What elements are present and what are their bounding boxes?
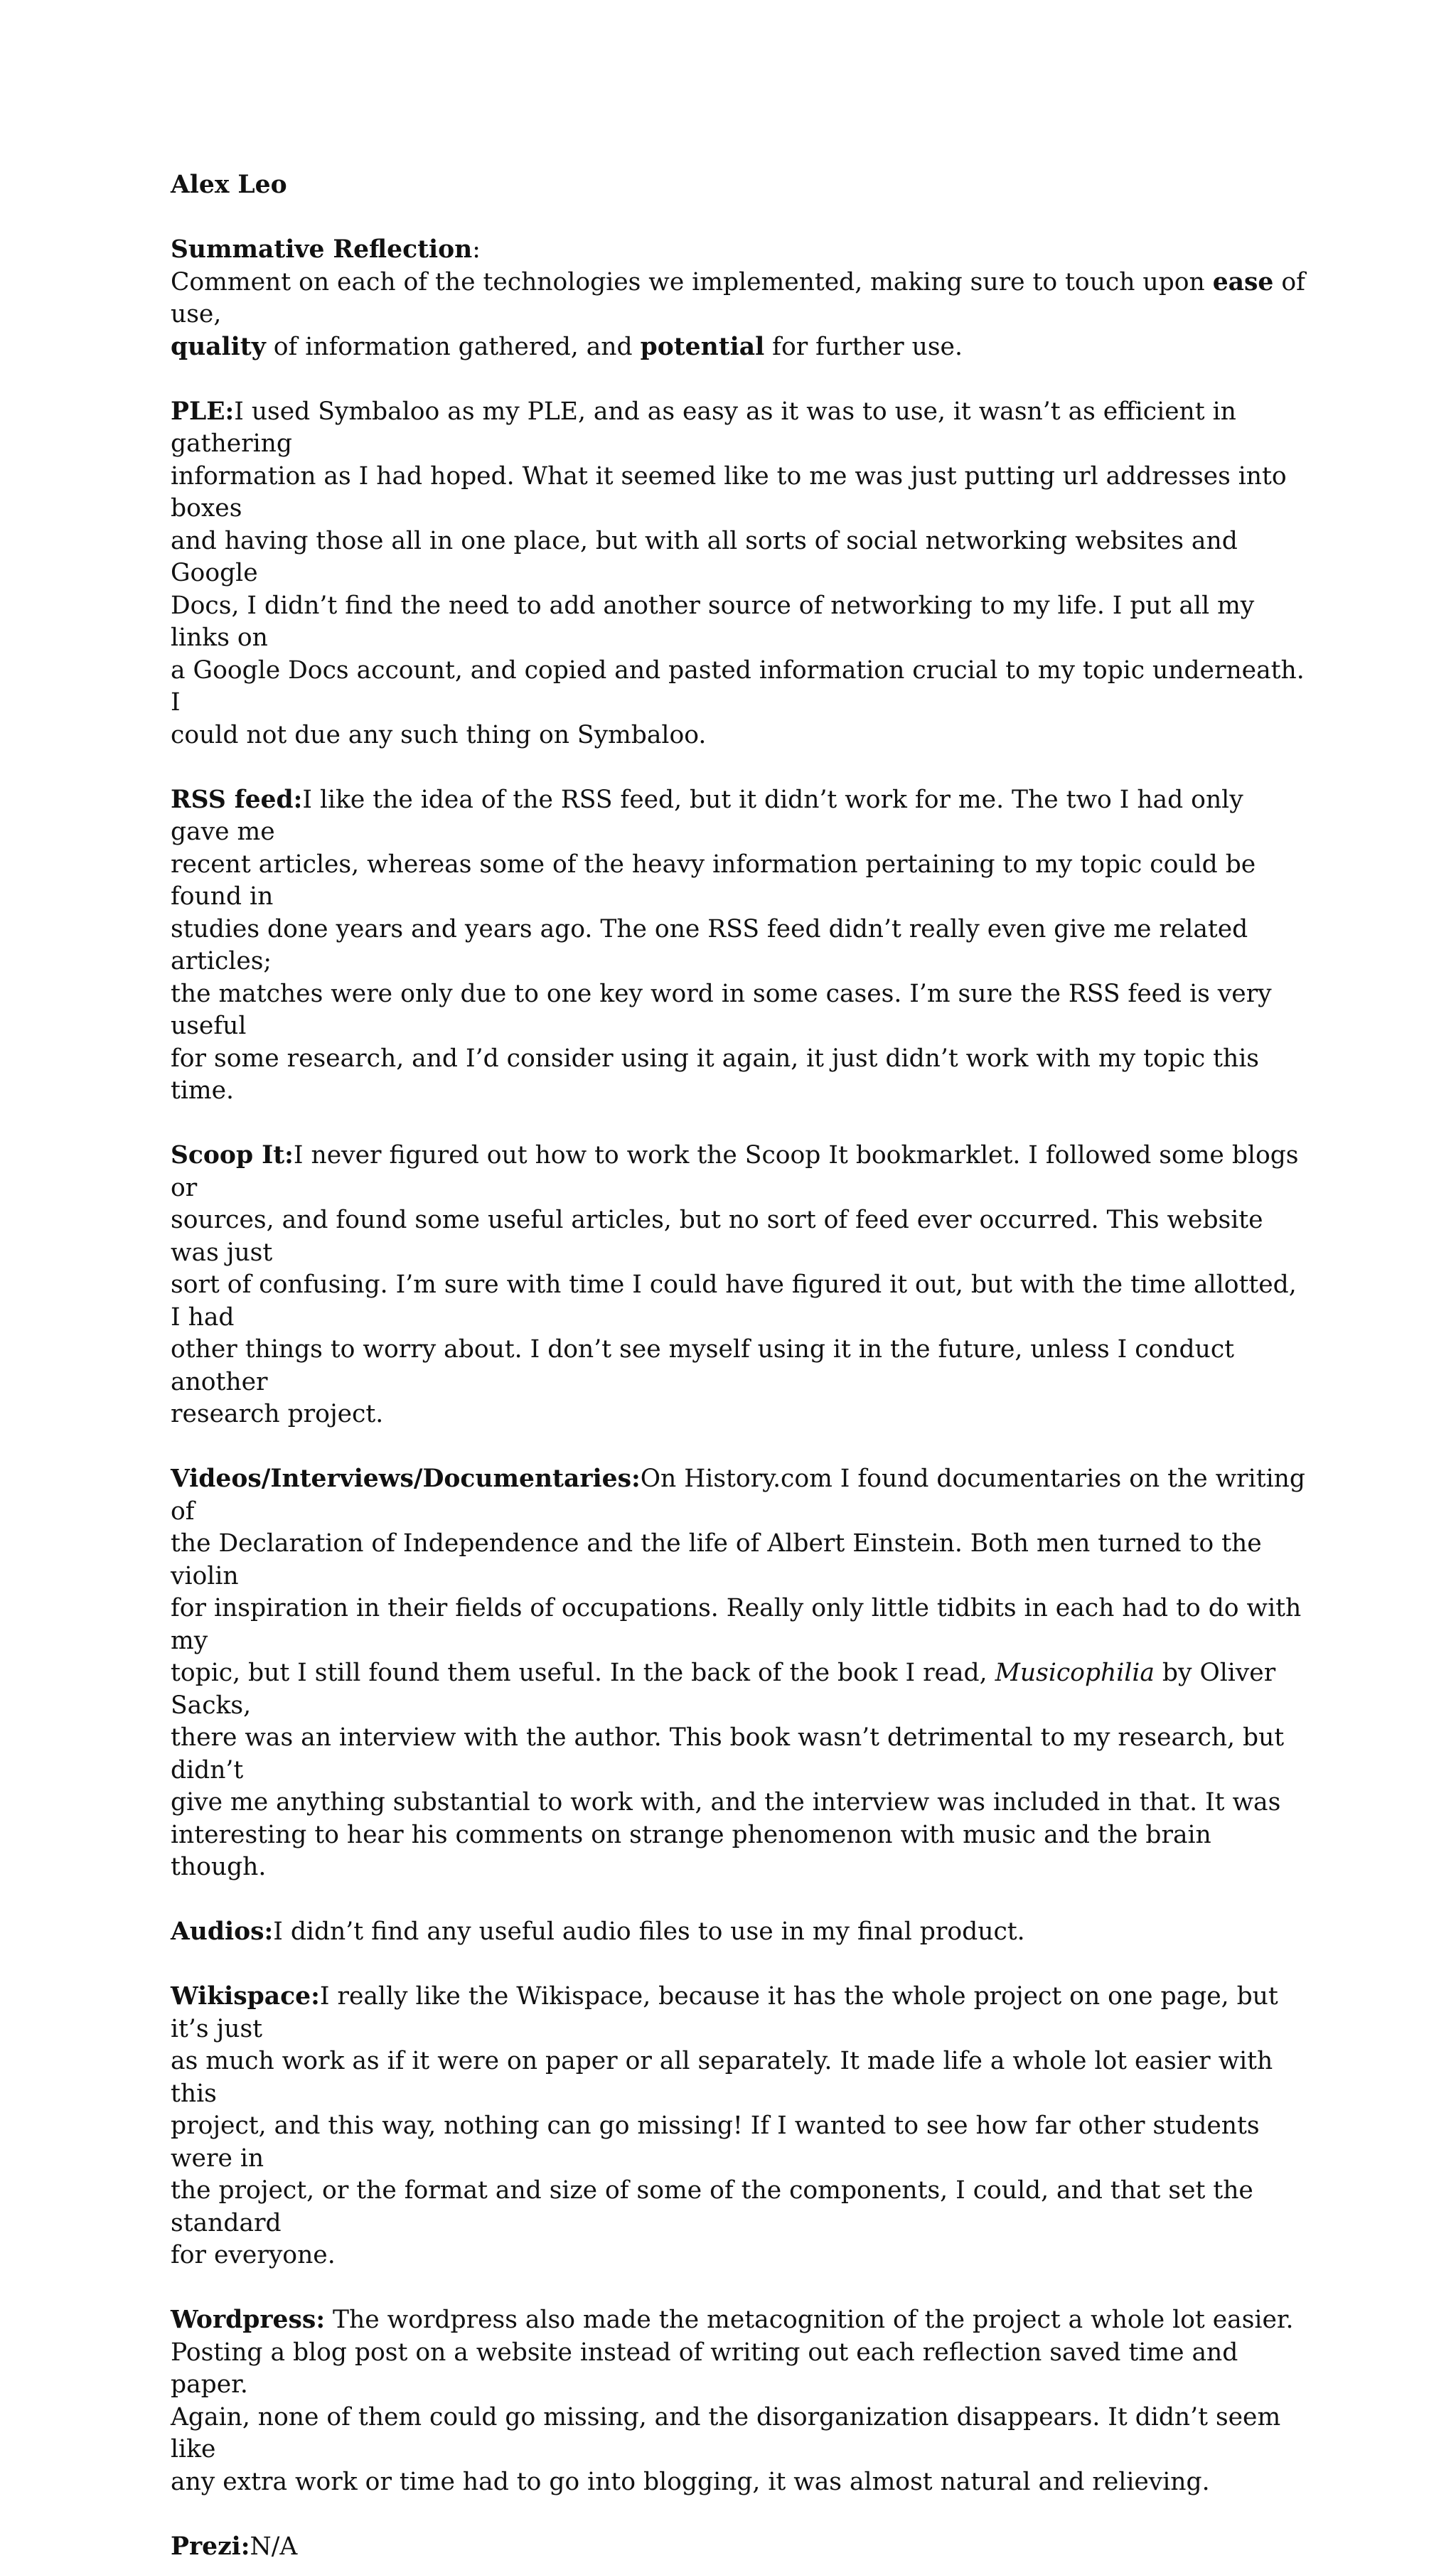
keyword-ease: ease	[1213, 268, 1274, 296]
book-title: Musicophilia	[995, 1659, 1155, 1687]
wordpress-paragraph: Wordpress: The wordpress also made the metacognition of the project a whole lot easier.	[171, 2304, 1308, 2337]
prompt-line-1: Comment on each of the technologies we implemented, making sure to touch upon ease of use,	[171, 267, 1308, 331]
wordpress-line: Again, none of them could go missing, and the disorganization disappears. It didn’t seem like	[171, 2402, 1308, 2466]
author-name: Alex Leo	[171, 169, 1308, 202]
ple-line: a Google Docs account, and copied and pasted information crucial to my topic underneath. I	[171, 655, 1308, 719]
ple-line: could not due any such thing on Symbaloo.	[171, 719, 1308, 752]
document-page	[171, 169, 1308, 2563]
audios-label: Audios:	[171, 1917, 273, 1946]
rss-line: the matches were only due to one key word in some cases. I’m sure the RSS feed is very useful	[171, 978, 1308, 1043]
rss-line: studies done years and years ago. The one RSS feed didn’t really even give me related articles;	[171, 914, 1308, 978]
ple-label: PLE:	[171, 397, 234, 426]
scoop-paragraph: Scoop It:I never figured out how to work the Scoop It bookmarklet. I followed some blogs or	[171, 1140, 1308, 1204]
wordpress-label: Wordpress:	[171, 2306, 325, 2334]
ple-line: Docs, I didn’t find the need to add another source of networking to my life. I put all my links on	[171, 590, 1308, 655]
reflection-title: Summative Reflection	[171, 235, 472, 264]
keyword-potential: potential	[641, 333, 765, 361]
rss-line: for some research, and I’d consider using it again, it just didn’t work with my topic this time.	[171, 1043, 1308, 1108]
videos-line: give me anything substantial to work with, and the interview was included in that. It was	[171, 1787, 1308, 1819]
wikispace-paragraph: Wikispace:I really like the Wikispace, because it has the whole project on one page, but it’s just	[171, 1981, 1308, 2045]
wikispace-line: for everyone.	[171, 2240, 1308, 2272]
keyword-quality: quality	[171, 333, 266, 361]
videos-line: there was an interview with the author. This book wasn’t detrimental to my research, but didn’t	[171, 1722, 1308, 1787]
rss-line: recent articles, whereas some of the heavy information pertaining to my topic could be found in	[171, 849, 1308, 914]
scoop-line: research project.	[171, 1398, 1308, 1431]
ple-paragraph: PLE:I used Symbaloo as my PLE, and as easy as it was to use, it wasn’t as efficient in gathering	[171, 396, 1308, 461]
videos-paragraph: Videos/Interviews/Documentaries:On History.com I found documentaries on the writing of	[171, 1463, 1308, 1528]
prompt-line-2: quality of information gathered, and potential for further use.	[171, 331, 1308, 364]
wordpress-line: any extra work or time had to go into blogging, it was almost natural and relieving.	[171, 2466, 1308, 2499]
prezi-label: Prezi:	[171, 2532, 250, 2561]
prezi-paragraph: Prezi:N/A	[171, 2531, 1308, 2563]
wikispace-line: as much work as if it were on paper or all separately. It made life a whole lot easier with this	[171, 2045, 1308, 2110]
ple-line: information as I had hoped. What it seemed like to me was just putting url addresses into boxes	[171, 461, 1308, 525]
videos-line: for inspiration in their fields of occupations. Really only little tidbits in each had to do with my	[171, 1593, 1308, 1657]
videos-line: topic, but I still found them useful. In the back of the book I read, Musicophilia by Oliver Sacks,	[171, 1657, 1308, 1722]
videos-label: Videos/Interviews/Documentaries:	[171, 1465, 641, 1493]
wordpress-line: Posting a blog post on a website instead of writing out each reflection saved time and paper.	[171, 2337, 1308, 2402]
videos-line: the Declaration of Independence and the life of Albert Einstein. Both men turned to the violin	[171, 1528, 1308, 1593]
wikispace-line: project, and this way, nothing can go missing! If I wanted to see how far other students were in	[171, 2110, 1308, 2175]
scoop-label: Scoop It:	[171, 1141, 294, 1170]
rss-paragraph: RSS feed:I like the idea of the RSS feed, but it didn’t work for me. The two I had only gave me	[171, 784, 1308, 849]
rss-label: RSS feed:	[171, 786, 302, 814]
videos-line: interesting to hear his comments on strange phenomenon with music and the brain though.	[171, 1819, 1308, 1884]
reflection-heading: Summative Reflection:	[171, 234, 1308, 267]
audios-paragraph: Audios:I didn’t find any useful audio files to use in my final product.	[171, 1916, 1308, 1949]
scoop-line: sort of confusing. I’m sure with time I could have figured it out, but with the time allotted, I had	[171, 1269, 1308, 1334]
wikispace-line: the project, or the format and size of some of the components, I could, and that set the standard	[171, 2175, 1308, 2240]
scoop-line: sources, and found some useful articles, but no sort of feed ever occurred. This website was just	[171, 1204, 1308, 1269]
ple-line: and having those all in one place, but with all sorts of social networking websites and Google	[171, 525, 1308, 590]
scoop-line: other things to worry about. I don’t see myself using it in the future, unless I conduct another	[171, 1334, 1308, 1398]
wikispace-label: Wikispace:	[171, 1982, 320, 2011]
